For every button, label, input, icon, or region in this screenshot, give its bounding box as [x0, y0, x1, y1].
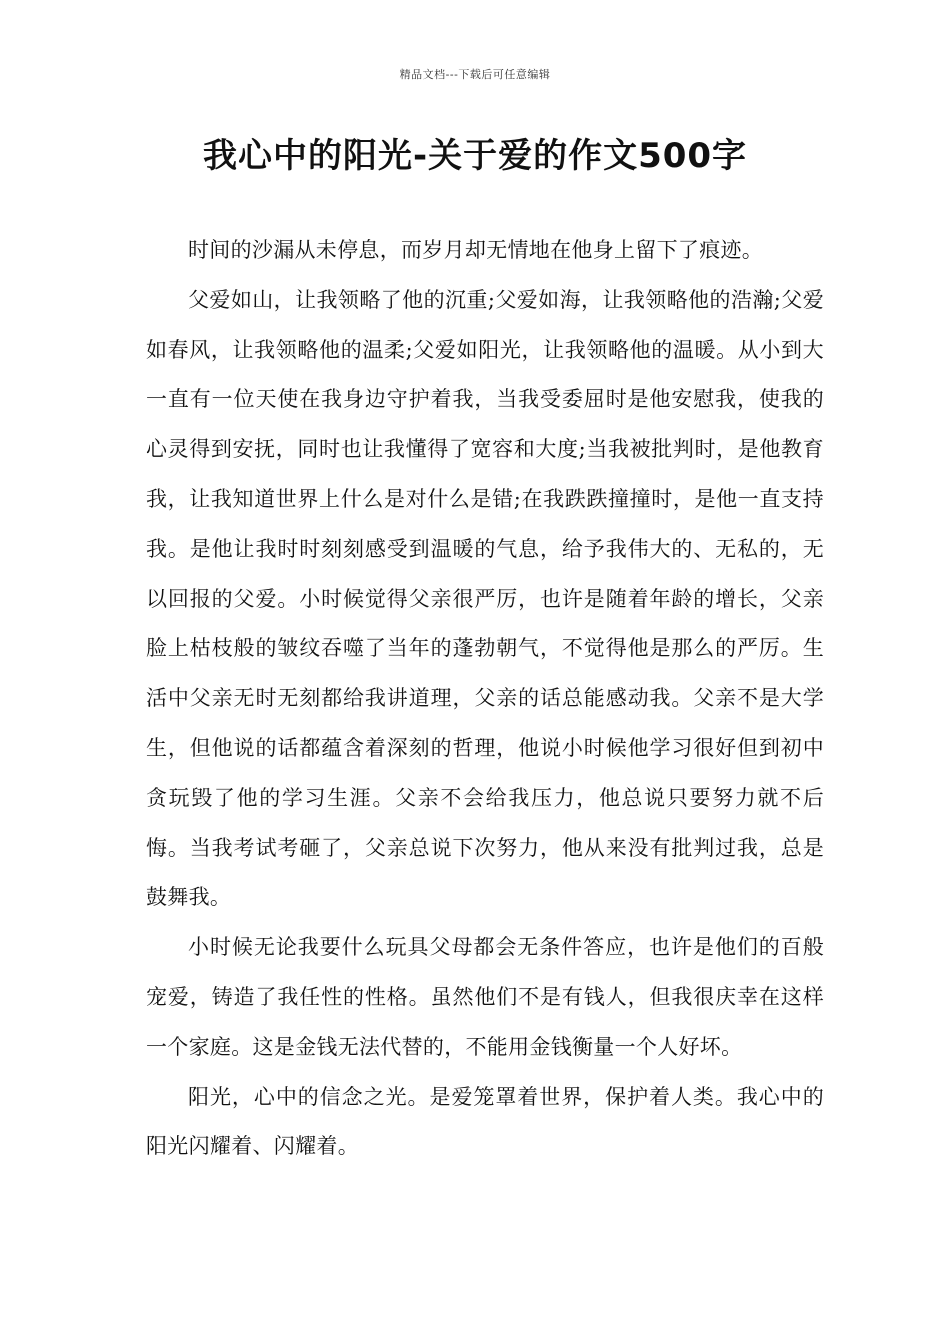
paragraph-2: 父爱如山，让我领略了他的沉重;父爱如海，让我领略他的浩瀚;父爱如春风，让我领略他的温柔;父爱如阳光，让我领略他的温暖。从小到大一直有一位天使在我身边守护着我，当我受委屈时是他安慰我，使我的心灵得到安抚，同时也让我懂得了宽容和大度;当我被批判时，是他教育我，让我知道世界上什么是对什么是错;在我跌跌撞撞时，是他一直支持我。是他让我时时刻刻感受到温暖的气息，给予我伟大的、无私的，无以回报的父爱。小时候觉得父亲很严厉，也许是随着年龄的增长，父亲脸上枯枝般的皱纹吞噬了当年的蓬勃朝气，不觉得他是那么的严厉。生活中父亲无时无刻都给我讲道理，父亲的话总能感动我。父亲不是大学生，但他说的话都蕴含着深刻的哲理，他说小时候他学习很好但到初中贪玩毁了他的学习生涯。父亲不会给我压力，他总说只要努力就不后悔。当我考试考砸了，父亲总说下次努力，他从来没有批判过我，总是鼓舞我。 [146, 287, 824, 910]
header-note: 精品文档---下载后可任意编辑 [399, 68, 551, 81]
paragraph-4: 阳光，心中的信念之光。是爱笼罩着世界，保护着人类。我心中的阳光闪耀着、闪耀着。 [146, 1084, 824, 1159]
article-body [146, 226, 824, 1172]
article-title: 我心中的阳光-关于爱的作文500字 [202, 136, 748, 176]
paragraph-3: 小时候无论我要什么玩具父母都会无条件答应，也许是他们的百般宠爱，铸造了我任性的性格。虽然他们不是有钱人，但我很庆幸在这样一个家庭。这是金钱无法代替的，不能用金钱衡量一个人好坏。 [146, 935, 824, 1059]
paragraph-1: 时间的沙漏从未停息，而岁月却无情地在他身上留下了痕迹。 [188, 238, 764, 262]
